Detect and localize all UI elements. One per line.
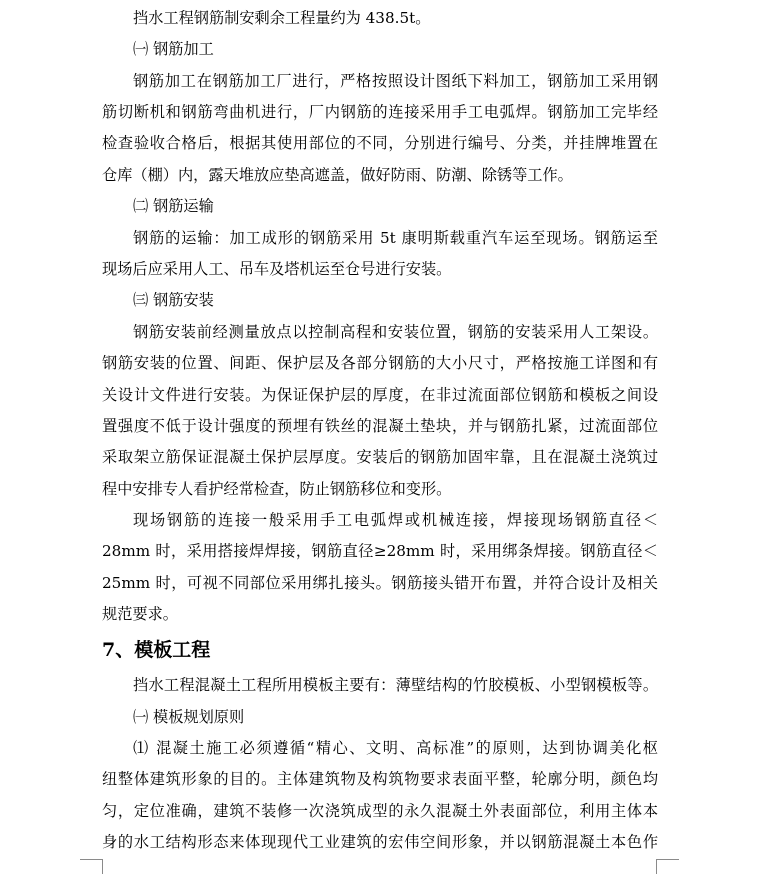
paragraph-line: 挡水工程混凝土工程所用模板主要有：薄壁结构的竹胶模板、小型钢模板等。 [133,676,658,694]
subheading-rebar-transport: ㈡ 钢筋运输 [133,197,214,215]
paragraph-line: 挡水工程钢筋制安剩余工程量约为 438.5t。 [133,9,431,27]
paragraph-line: 程中安排专人看护经常检查，防止钢筋移位和变形。 [102,480,452,498]
crop-mark-right [656,859,679,874]
paragraph-line: 钢筋加工在钢筋加工厂进行，严格按照设计图纸下料加工，钢筋加工采用钢 [133,72,658,90]
paragraph-line: 现场钢筋的连接一般采用手工电弧焊或机械连接，焊接现场钢筋直径＜ [133,511,658,529]
paragraph-line: 身的水工结构形态来体现现代工业建筑的宏伟空间形象，并以钢筋混凝土本色作 [102,833,658,851]
paragraph-line: 28mm 时，采用搭接焊焊接，钢筋直径≥28mm 时，采用绑条焊接。钢筋直径＜ [102,542,658,560]
paragraph-line: 规范要求。 [102,605,178,623]
subheading-formwork-principles: ㈠ 模板规划原则 [133,708,245,726]
paragraph-line: 现场后应采用人工、吊车及塔机运至仓号进行安装。 [102,260,452,278]
crop-mark-left [80,859,103,874]
paragraph-line: 钢筋安装前经测量放点以控制高程和安装位置，钢筋的安装采用人工架设。 [133,323,658,341]
paragraph-line: 采取架立筋保证混凝土保护层厚度。安装后的钢筋加固牢靠，且在混凝土浇筑过 [102,448,658,466]
paragraph-line: 钢筋的运输：加工成形的钢筋采用 5t 康明斯载重汽车运至现场。钢筋运至 [133,229,658,247]
section-heading-formwork: 7、模板工程 [102,639,211,661]
paragraph-line: 仓库（棚）内，露天堆放应垫高遮盖，做好防雨、防潮、除锈等工作。 [102,166,573,184]
paragraph-line: 匀，定位准确，建筑不装修一次浇筑成型的永久混凝土外表面部位，利用主体本 [102,802,658,820]
paragraph-line: 钢筋安装的位置、间距、保护层及各部分钢筋的大小尺寸，严格按施工详图和有 [102,354,658,372]
paragraph-line: 筋切断机和钢筋弯曲机进行，厂内钢筋的连接采用手工电弧焊。钢筋加工完毕经 [102,103,658,121]
paragraph-line: 关设计文件进行安装。为保证保护层的厚度，在非过流面部位钢筋和模板之间设 [102,386,658,404]
subheading-rebar-installation: ㈢ 钢筋安装 [133,291,214,309]
paragraph-line: 置强度不低于设计强度的预埋有铁丝的混凝土垫块，并与钢筋扎紧，过流面部位 [102,417,658,435]
paragraph-line: ⑴ 混凝土施工必须遵循“精心、文明、高标准”的原则，达到协调美化枢 [133,739,658,757]
paragraph-line: 纽整体建筑形象的目的。主体建筑物及构筑物要求表面平整，轮廓分明，颜色均 [102,770,658,788]
paragraph-line: 25mm 时，可视不同部位采用绑扎接头。钢筋接头错开布置，并符合设计及相关 [102,574,658,592]
paragraph-line: 检查验收合格后，根据其使用部位的不同，分别进行编号、分类，并挂牌堆置在 [102,134,658,152]
subheading-rebar-processing: ㈠ 钢筋加工 [133,40,214,58]
